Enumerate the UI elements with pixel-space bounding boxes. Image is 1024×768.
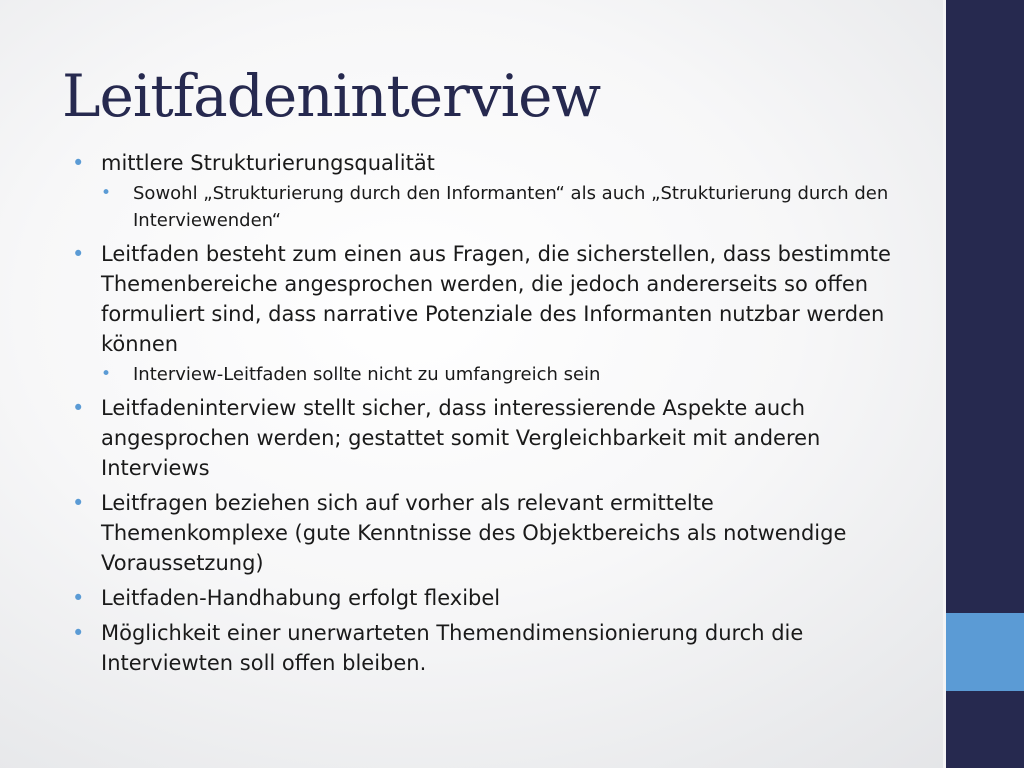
sub-list-item [101, 361, 902, 388]
list-item-text: Leitfaden besteht zum einen aus Fragen, die sicherstellen, dass bestimmte Themenbereiche angesprochen werden, die jedoch andererseits so offen formuliert sind, dass narrative Potenziale des Informanten nutzbar werden können [101, 242, 891, 356]
bullet-icon: • [72, 586, 85, 610]
sub-bullet-list [101, 361, 902, 388]
list-item-text: mittlere Strukturierungsqualität [101, 151, 435, 175]
sub-list-item-text: Interview-Leitfaden sollte nicht zu umfangreich sein [133, 364, 601, 385]
bullet-list [72, 148, 902, 678]
bullet-icon: • [72, 396, 85, 420]
bullet-icon: • [72, 242, 85, 266]
bullet-icon: • [72, 491, 85, 515]
list-item [72, 148, 902, 234]
list-item [72, 488, 902, 578]
sub-bullet-icon: • [101, 364, 112, 384]
bullet-icon: • [72, 151, 85, 175]
bullet-icon: • [72, 621, 85, 645]
list-item-text: Leitfragen beziehen sich auf vorher als relevant ermittelte Themenkomplexe (gute Kenntnisse des Objektbereichs als notwendige Voraussetzung) [101, 491, 847, 575]
list-item [72, 583, 902, 613]
sub-bullet-icon: • [101, 183, 112, 203]
list-item [72, 618, 902, 678]
slide-content [72, 148, 902, 683]
list-item [72, 393, 902, 483]
list-item-text: Leitfaden-Handhabung erfolgt flexibel [101, 586, 501, 610]
list-item [72, 239, 902, 388]
sub-bullet-list [101, 180, 902, 234]
list-item-text: Möglichkeit einer unerwarteten Themendimensionierung durch die Interviewten soll offen bleiben. [101, 621, 804, 675]
slide-title: Leitfadeninterview [62, 62, 601, 130]
sidebar-accent-block [946, 613, 1024, 691]
sub-list-item [101, 180, 902, 234]
list-item-text: Leitfadeninterview stellt sicher, dass interessierende Aspekte auch angesprochen werden; gestattet somit Vergleichbarkeit mit anderen Interviews [101, 396, 821, 480]
sub-list-item-text: Sowohl „Strukturierung durch den Informanten“ als auch „Strukturierung durch den Interviewenden“ [133, 183, 889, 231]
